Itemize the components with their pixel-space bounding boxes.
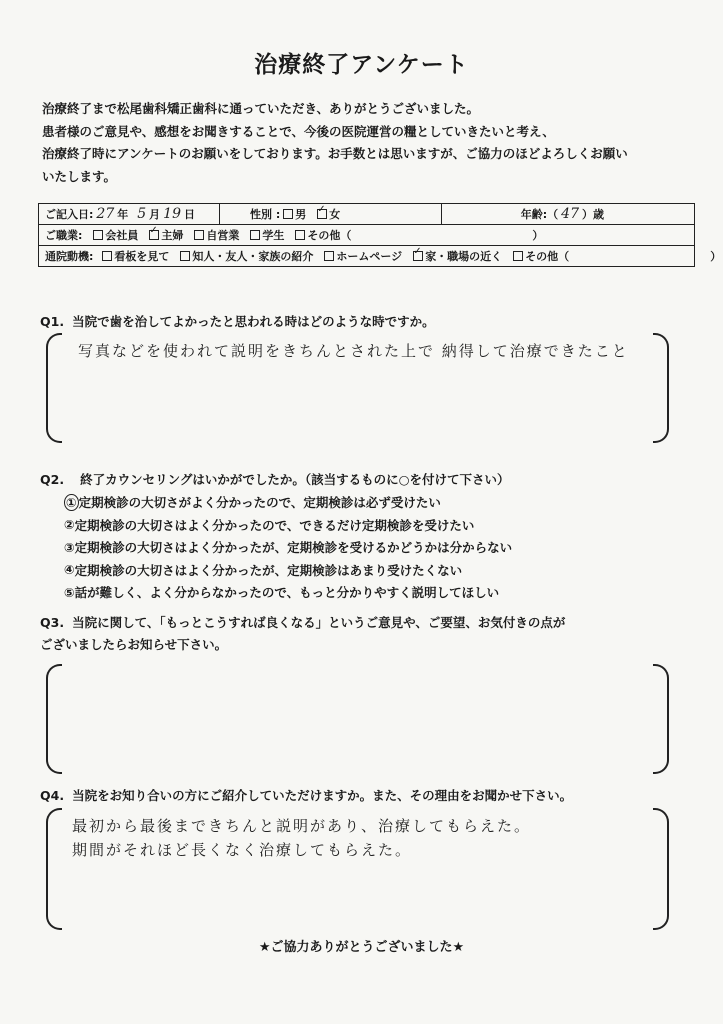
gender-female-label: 女 xyxy=(329,208,341,221)
answer-bracket-right xyxy=(653,808,669,930)
checkbox-icon[interactable] xyxy=(250,230,260,240)
checked-checkbox-icon[interactable] xyxy=(149,230,159,240)
motive-cell xyxy=(39,248,723,264)
checkbox-icon[interactable] xyxy=(194,230,204,240)
job-label: ご職業: xyxy=(45,229,83,242)
question-text: 当院で歯を治してよかったと思われる時はどのような時ですか。 xyxy=(72,314,435,329)
q2-choice[interactable] xyxy=(64,514,512,537)
motive-option[interactable] xyxy=(413,248,502,264)
job-option[interactable] xyxy=(250,227,284,243)
checked-checkbox-icon[interactable] xyxy=(413,251,423,261)
q1-answer[interactable]: 写真などを使われて説明をきちんとされた上で 納得して治療できたこと xyxy=(78,342,629,360)
checkbox-icon[interactable] xyxy=(283,209,293,219)
thank-you-message: ★ご協力ありがとうございました★ xyxy=(258,940,465,955)
motive-option[interactable] xyxy=(513,248,569,264)
age-cell xyxy=(442,206,694,222)
question-text: 終了カウンセリングはいかがでしたか。（該当するものに○を付けて下さい） xyxy=(80,472,510,487)
choice-text: 定期検診の大切さはよく分かったが、定期検診はあまり受けたくない xyxy=(74,562,463,578)
year-label: 年 xyxy=(117,208,129,221)
info-row-occupation xyxy=(39,225,694,246)
answer-bracket-left xyxy=(46,333,62,443)
motive-option-label: 家・職場の近く xyxy=(425,250,503,263)
age-suffix: ）歳 xyxy=(582,208,604,221)
q2-choice-list xyxy=(64,491,512,604)
motive-option[interactable] xyxy=(324,248,402,264)
answer-bracket-left xyxy=(46,808,62,930)
gender-female-option[interactable] xyxy=(317,206,340,222)
q2-choice[interactable] xyxy=(64,559,512,582)
answer-bracket-left xyxy=(46,664,62,774)
choice-text: 定期検診の大切さはよく分かったので、できるだけ定期検診を受けたい xyxy=(74,517,475,533)
intro-line: 治療終了まで松尾歯科矯正歯科に通っていただき、ありがとうございました。 xyxy=(42,101,480,116)
motive-option-label: ホームページ xyxy=(336,250,403,263)
q4-answer-line-1[interactable]: 最初から最後まできちんと説明があり、治療してもらえた。 xyxy=(72,817,532,835)
date-year-value[interactable]: 27 xyxy=(96,206,115,222)
checkbox-icon[interactable] xyxy=(102,251,112,261)
job-option-label: 会社員 xyxy=(105,229,139,242)
question-1 xyxy=(40,312,435,330)
job-option[interactable] xyxy=(149,227,183,243)
choice-text: 定期検診の大切さがよく分かったので、定期検診は必ず受けたい xyxy=(78,495,441,511)
choice-number: ⑤ xyxy=(64,584,75,600)
job-option[interactable] xyxy=(295,227,351,243)
answer-bracket-right xyxy=(653,664,669,774)
info-row-date-gender-age xyxy=(39,204,694,225)
job-other-close: ） xyxy=(532,229,544,242)
age-label: 年齢:（ xyxy=(520,208,559,221)
answer-bracket-right xyxy=(653,333,669,443)
job-option[interactable] xyxy=(93,227,138,243)
page-title: 治療終了アンケート xyxy=(254,52,469,78)
intro-line: 患者様のご意見や、感想をお聞きすることで、今後の医院運営の糧としていきたいと考え、 xyxy=(42,123,555,139)
question-4 xyxy=(40,786,572,804)
choice-text: 話が難しく、よく分からなかったので、もっと分かりやすく説明してほしい xyxy=(74,585,500,601)
checkbox-icon[interactable] xyxy=(324,251,334,261)
job-option-label: 学生 xyxy=(262,229,285,242)
q4-answer-line-2[interactable]: 期間がそれほど長くなく治療してもらえた。 xyxy=(72,841,413,859)
q2-choice[interactable] xyxy=(64,581,512,604)
question-text: 当院をお知り合いの方にご紹介していただけますか。また、その理由をお聞かせ下さい。 xyxy=(72,788,573,803)
choice-number-circled: ① xyxy=(66,494,77,510)
q2-choice[interactable] xyxy=(64,536,512,559)
occupation-cell xyxy=(39,227,694,243)
motive-other-close: ） xyxy=(710,250,722,263)
job-option-label: 主婦 xyxy=(161,229,184,242)
question-3 xyxy=(40,613,565,631)
question-number: Q1. xyxy=(40,314,65,329)
checkbox-icon[interactable] xyxy=(295,230,305,240)
question-number: Q4. xyxy=(40,788,65,803)
job-option-label: 自営業 xyxy=(206,229,240,242)
question-number: Q3. xyxy=(40,615,65,630)
checkbox-icon[interactable] xyxy=(93,230,103,240)
q3-answer-area[interactable] xyxy=(70,672,640,762)
month-label: 月 xyxy=(149,208,161,221)
choice-number: ④ xyxy=(64,562,75,578)
checked-checkbox-icon[interactable] xyxy=(317,209,327,219)
q2-choice[interactable] xyxy=(64,491,512,514)
motive-option-label: その他（ xyxy=(525,250,570,263)
question-3-line-2 xyxy=(40,635,227,653)
question-2 xyxy=(40,470,510,488)
info-row-motive xyxy=(39,246,722,266)
question-text: 当院に関して、「もっとこうすれば良くなる」というご意見や、ご要望、お気付きの点が xyxy=(72,615,566,630)
age-value[interactable]: 47 xyxy=(561,206,579,222)
gender-male-label: 男 xyxy=(295,208,307,221)
date-day-value[interactable]: 19 xyxy=(163,206,181,222)
question-text: ございましたらお知らせ下さい。 xyxy=(40,637,228,652)
date-label: ご記入日: xyxy=(45,208,94,221)
motive-option-label: 看板を見て xyxy=(114,250,170,263)
choice-number: ② xyxy=(64,517,75,533)
checkbox-icon[interactable] xyxy=(513,251,523,261)
job-option-label: その他（ xyxy=(307,229,352,242)
job-option[interactable] xyxy=(194,227,239,243)
intro-line: 治療終了時にアンケートのお願いをしております。お手数とは思いますが、ご協力のほどよろしくお願い xyxy=(42,146,628,161)
respondent-info-table xyxy=(38,203,722,267)
gender-label: 性別 : xyxy=(250,208,281,221)
date-cell xyxy=(39,204,220,224)
choice-number: ③ xyxy=(64,539,75,555)
date-month-value[interactable]: 5 xyxy=(137,206,147,222)
gender-male-option[interactable] xyxy=(283,206,306,222)
intro-text xyxy=(42,98,662,188)
intro-line: いたします。 xyxy=(42,168,117,184)
checkbox-icon[interactable] xyxy=(180,251,190,261)
motive-option[interactable] xyxy=(102,248,169,264)
gender-cell xyxy=(220,204,442,224)
day-label: 日 xyxy=(183,208,195,221)
motive-option-label: 知人・友人・家族の紹介 xyxy=(192,250,314,263)
motive-label: 通院動機: xyxy=(45,250,94,263)
choice-text: 定期検診の大切さはよく分かったが、定期検診を受けるかどうかは分からない xyxy=(74,540,513,556)
question-number: Q2. xyxy=(40,472,65,487)
motive-option[interactable] xyxy=(180,248,313,264)
